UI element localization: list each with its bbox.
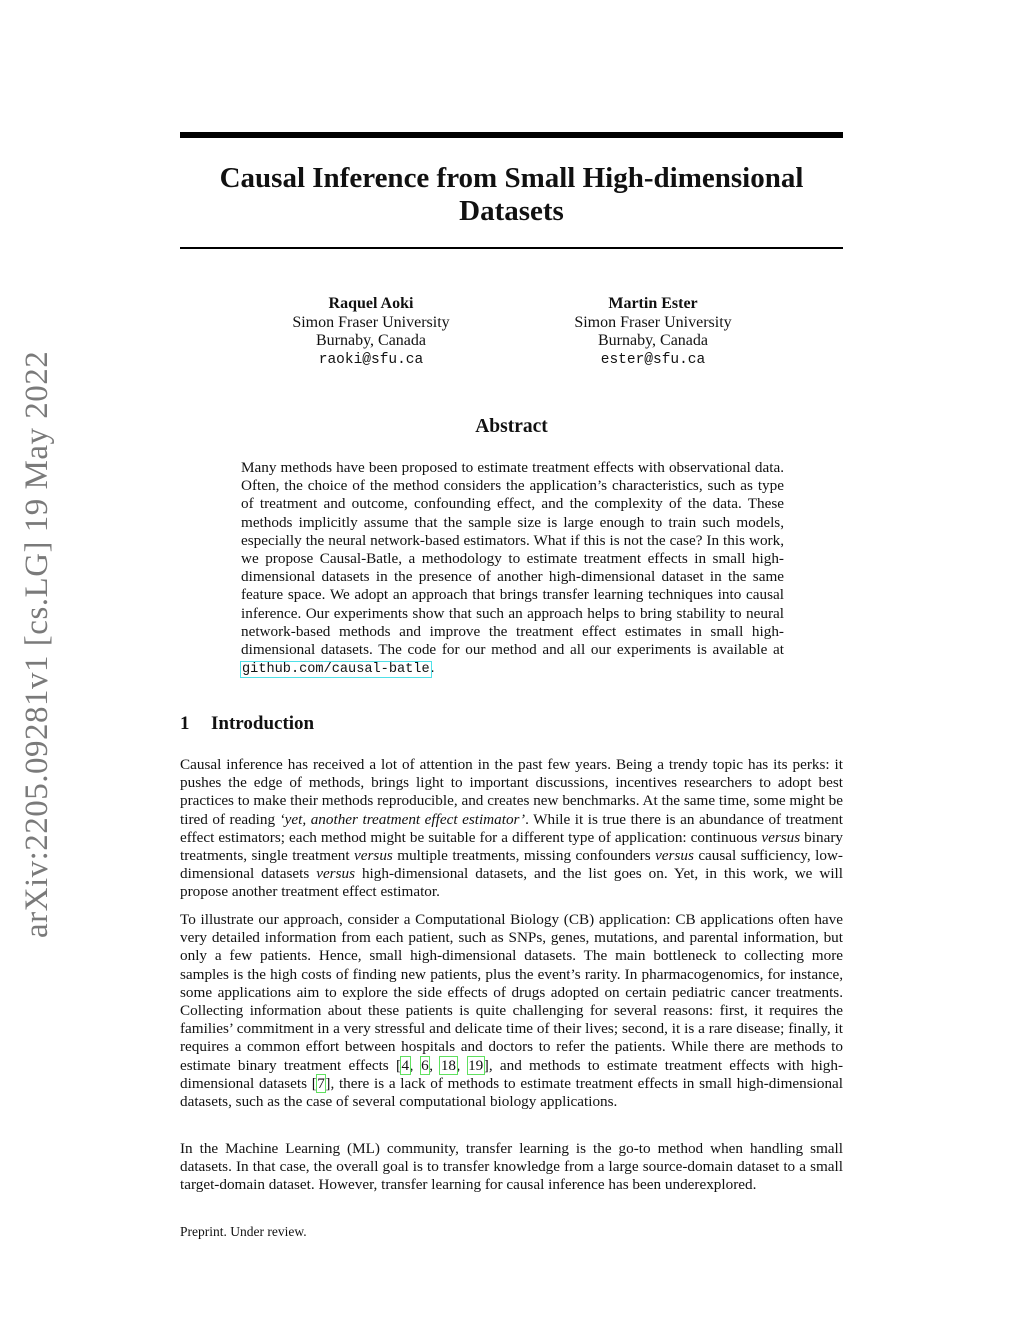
author-email[interactable]: ester@sfu.ca	[600, 351, 706, 368]
author-location: Burnaby, Canada	[597, 332, 709, 349]
citation-link[interactable]: 4	[401, 1056, 410, 1074]
text-run: To illustrate our approach, consider a Computational Biology (CB) application: CB applications often have very detailed information from each patient, such as SNPs, genes, mutations, and parental information, but only a few patients. Hence, small high-dimensional datasets. The main bottleneck to collecting more samples is the high costs of finding new patients, plus the event’s rarity. In pharmacogenomics, for instance, some applications aim to explore the side effects of drugs adopted on certain pediatric cancer treatments. Collecting information about these patients is quite challenging for several reasons: first, it requires the families’ commitment in a very stressful and delicate time of their lives; second, it is a rare disease; finally, it requires a common effort between hospitals and doctors to refer the patients. While there are methods to estimate binary treatment effects [	[180, 911, 843, 1074]
title-line-1: Causal Inference from Small High-dimensional	[219, 162, 804, 194]
text-run: multiple treatments, missing confounders	[392, 847, 656, 865]
emphasis-versus: versus	[316, 865, 356, 883]
author-name: Martin Ester	[608, 295, 698, 312]
title-top-rule	[180, 132, 843, 138]
citation-link[interactable]: 7	[317, 1074, 325, 1092]
emphasized-quote: ‘yet, another treatment effect estimator’	[279, 810, 526, 828]
emphasis-versus: versus	[655, 847, 694, 865]
author-name: Raquel Aoki	[328, 295, 414, 312]
text-run: ], there is a lack of methods to estimate treatment effects in small high-dimensional datasets, such as the case of several computational biology applications.	[180, 1074, 844, 1111]
text-run: binary treatments, single treatment	[180, 828, 843, 865]
emphasis-versus: versus	[761, 828, 801, 846]
citation-link[interactable]: 19	[468, 1056, 484, 1074]
author-affiliation: Simon Fraser University	[574, 313, 732, 331]
section-title: Introduction	[211, 713, 315, 734]
title-bottom-rule	[180, 247, 843, 249]
author-affiliation: Simon Fraser University	[292, 313, 450, 331]
title-line-2: Datasets	[459, 195, 564, 227]
arxiv-identifier-stamp	[13, 345, 53, 940]
arxiv-identifier-text: arXiv:2205.09281v1 [cs.LG] 19 May 2022	[19, 350, 55, 938]
paper-title	[180, 162, 843, 228]
intro-paragraph-1	[180, 756, 843, 902]
author-location: Burnaby, Canada	[315, 332, 427, 349]
author-block-2	[533, 295, 773, 369]
author-email[interactable]: raoki@sfu.ca	[318, 351, 424, 368]
abstract-heading: Abstract	[475, 416, 548, 437]
section-number: 1	[180, 713, 190, 734]
text-run: ], and methods to estimate treatment effects with high-dimensional datasets [	[180, 1056, 844, 1092]
intro-paragraph-3: In the Machine Learning (ML) community, transfer learning is the go-to method when handling small datasets. In that case, the overall goal is to transfer knowledge from a large source-domain dataset to a small target-domain dataset. However, transfer learning for causal inference has been underexplored.	[180, 1140, 843, 1194]
citation-link[interactable]: 18	[440, 1056, 457, 1074]
abstract-body-text: Many methods have been proposed to estimate treatment effects with observational data. Often, the choice of the method considers the application’s characteristics, such as type of treatment and outcome, confounding effect, and the complexity of the data. These methods implicitly assume that the sample size is large enough to train such models, especially the neural network-based estimators. What if this is not the case? In this work, we propose Causal-Batle, a methodology to estimate treatment effects in small high-dimensional datasets in the presence of another high-dimensional dataset in the same feature space. We adopt an approach that brings transfer learning techniques into causal inference. Our experiments show that such an approach helps to bring stability to neural network-based methods and improve the treatment effect estimates in small high-dimensional datasets. The code for our method and all our experiments is available at	[241, 459, 784, 659]
abstract-end: .	[430, 659, 435, 677]
text-run: Causal inference has received a lot of attention in the past few years. Being a trendy topic has its perks: it pushes the edge of methods, brings light to important discussions, incentives researchers to adopt best practices to make their methods reproducible, and creates new benchmarks. At the same time, some might be tired of reading	[180, 756, 843, 828]
intro-paragraph-2: To illustrate our approach, consider a Computational Biology (CB) application: CB applications often have very detailed information from each patient, such as SNPs, genes, mutations, and parental information, but only a few patients. Hence, small high-dimensional datasets. The main bottleneck to collecting more samples is the high costs of finding new patients, plus the event’s rarity. In pharmacogenomics, for instance, some applications aim to explore the side effects of drugs adopted on certain pediatric cancer treatments. Collecting information about these patients is quite challenging for several reasons: first, it requires the families’ commitment in a very stressful and delicate time of their lives; second, it is a rare disease; finally, it requires a common effort between hospitals and doctors to refer the patients. While there are methods to estimate binary treatment effects [4, 6, 18, 19], and methods to estimate treatment effects with high-dimensional datasets [7], there is a lack of methods to estimate treatment effects in small high-dimensional datasets, such as the case of several computational biology applications.	[180, 911, 844, 1111]
abstract-text	[241, 459, 784, 679]
emphasis-versus: versus	[354, 847, 393, 865]
text-run: . While it is true there is an abundance of treatment effect estimators; each method might be suitable for a different type of application: continuous	[180, 810, 843, 846]
citation-link[interactable]: 6	[421, 1056, 429, 1074]
section-heading-introduction	[180, 713, 314, 735]
text-run: high-dimensional datasets, and the list goes on. Yet, in this work, we will propose another treatment effect estimator.	[180, 865, 843, 901]
code-repository-link[interactable]: github.com/causal-batle	[242, 662, 430, 678]
author-block-1	[251, 295, 491, 369]
text-run: causal sufficiency, low-dimensional datasets	[180, 847, 843, 883]
footer-note: Preprint. Under review.	[180, 1224, 307, 1239]
